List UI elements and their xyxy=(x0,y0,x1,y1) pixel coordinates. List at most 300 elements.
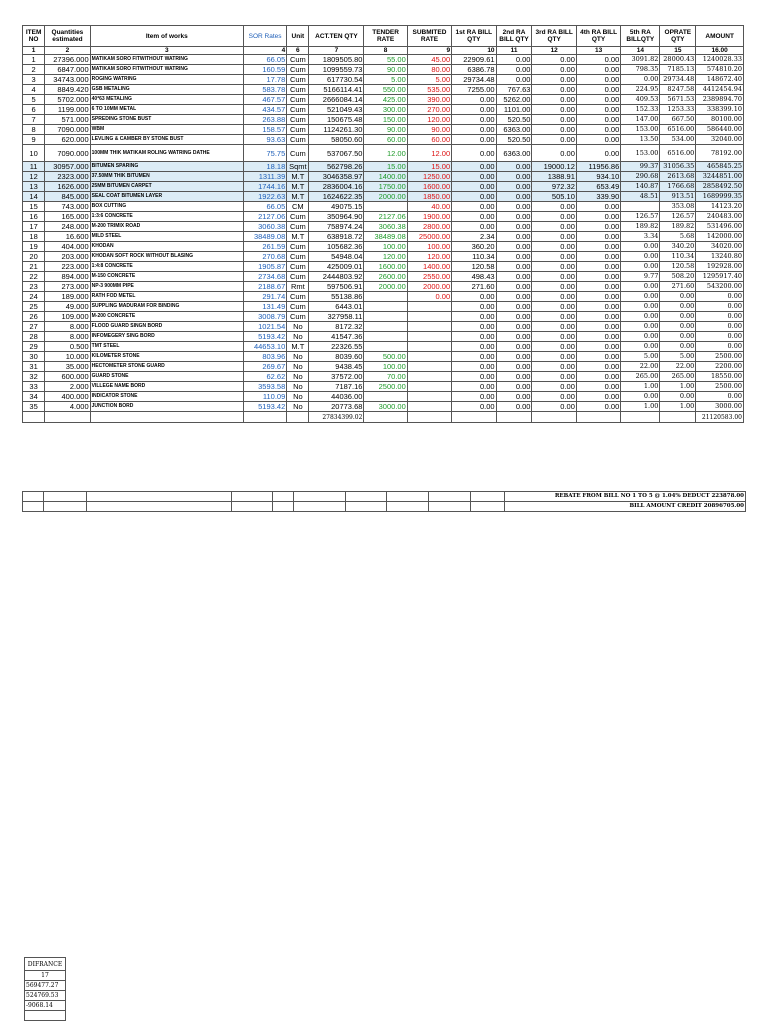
ra1-qty: 0.00 xyxy=(452,182,496,192)
item-name: KILOMETER STONE xyxy=(90,352,243,362)
amount: 465845.25 xyxy=(696,162,744,172)
oprate-qty: 5671.53 xyxy=(660,95,696,105)
empty-cell xyxy=(576,412,620,423)
ra2-qty: 0.00 xyxy=(496,252,532,262)
tender-rate: 3060.38 xyxy=(364,222,407,232)
bill-table xyxy=(22,25,744,423)
item-name: GSB METALING xyxy=(90,85,243,95)
quantity-estimated: 620.000 xyxy=(45,135,90,145)
table-row xyxy=(23,222,744,232)
ra4-qty: 0.00 xyxy=(576,222,620,232)
ra5-qty: 409.53 xyxy=(621,95,660,105)
ra3-qty: 0.00 xyxy=(532,402,576,412)
table-row xyxy=(23,172,744,182)
ra1-qty: 0.00 xyxy=(452,222,496,232)
act-ten-qty: 9438.45 xyxy=(309,362,364,372)
ra4-qty: 0.00 xyxy=(576,85,620,95)
ra5-qty: 224.95 xyxy=(621,85,660,95)
ra2-qty: 0.00 xyxy=(496,192,532,202)
ra1-qty: 0.00 xyxy=(452,135,496,145)
ra3-qty: 0.00 xyxy=(532,95,576,105)
ra1-qty: 29734.48 xyxy=(452,75,496,85)
submitted-rate: 5.00 xyxy=(407,75,451,85)
tender-rate xyxy=(364,392,407,402)
sor-rate: 467.57 xyxy=(243,95,286,105)
empty-cell xyxy=(532,412,576,423)
act-ten-qty: 1809505.80 xyxy=(309,55,364,65)
ra2-qty: 6363.00 xyxy=(496,125,532,135)
sor-rate: 270.68 xyxy=(243,252,286,262)
amount: 1689999.35 xyxy=(696,192,744,202)
amount: 78192.00 xyxy=(696,145,744,162)
act-ten-qty: 2836004.16 xyxy=(309,182,364,192)
tender-rate: 90.00 xyxy=(364,65,407,75)
item-name: VILLEGE NAME BORD xyxy=(90,382,243,392)
table-row xyxy=(23,162,744,172)
quantity-estimated: 273.000 xyxy=(45,282,90,292)
item-number: 4 xyxy=(23,85,45,95)
unit: M.T xyxy=(287,192,309,202)
oprate-qty: 0.00 xyxy=(660,392,696,402)
table-row xyxy=(23,202,744,212)
ra5-qty: 3091.82 xyxy=(621,55,660,65)
ra5-qty: 0.00 xyxy=(621,262,660,272)
item-name: MILD STEEL xyxy=(90,232,243,242)
unit: Cum xyxy=(287,145,309,162)
col-ra3: 3rd RA BILL QTY xyxy=(532,26,576,47)
submitted-rate: 2800.00 xyxy=(407,222,451,232)
oprate-qty: 5.68 xyxy=(660,232,696,242)
quantity-estimated: 5702.000 xyxy=(45,95,90,105)
ra3-qty: 0.00 xyxy=(532,332,576,342)
ra2-qty: 0.00 xyxy=(496,342,532,352)
ra2-qty: 0.00 xyxy=(496,282,532,292)
oprate-qty: 126.57 xyxy=(660,212,696,222)
ra2-qty: 0.00 xyxy=(496,372,532,382)
unit: M.T xyxy=(287,232,309,242)
ra4-qty: 0.00 xyxy=(576,65,620,75)
item-name: INDICATOR STONE xyxy=(90,392,243,402)
item-name: LEVLING & CAMBER BY STONE BUST xyxy=(90,135,243,145)
act-ten-qty: 758974.24 xyxy=(309,222,364,232)
unit: CM xyxy=(287,202,309,212)
tender-rate: 2000.00 xyxy=(364,192,407,202)
sor-rate: 3060.38 xyxy=(243,222,286,232)
item-name: ROGING WATRING xyxy=(90,75,243,85)
item-number: 31 xyxy=(23,362,45,372)
colnum: 3 xyxy=(90,47,243,55)
table-row xyxy=(23,382,744,392)
unit: Cum xyxy=(287,135,309,145)
item-number: 2 xyxy=(23,65,45,75)
act-ten-qty: 2444803.92 xyxy=(309,272,364,282)
ra2-qty: 0.00 xyxy=(496,392,532,402)
item-name: FLOOD GUARD SINGN BORD xyxy=(90,322,243,332)
unit: Cum xyxy=(287,55,309,65)
ra5-qty: 5.00 xyxy=(621,352,660,362)
table-row xyxy=(23,402,744,412)
submitted-rate: 12.00 xyxy=(407,145,451,162)
sor-rate: 1744.16 xyxy=(243,182,286,192)
ra4-qty: 0.00 xyxy=(576,382,620,392)
ra1-qty: 498.43 xyxy=(452,272,496,282)
amount: 2500.00 xyxy=(696,382,744,392)
ra2-qty: 0.00 xyxy=(496,55,532,65)
ra5-qty: 13.50 xyxy=(621,135,660,145)
act-ten-qty: 8172.32 xyxy=(309,322,364,332)
item-number: 10 xyxy=(23,145,45,162)
tender-rate: 38489.08 xyxy=(364,232,407,242)
header-row xyxy=(23,26,744,47)
quantity-estimated: 35.000 xyxy=(45,362,90,372)
ra3-qty: 0.00 xyxy=(532,252,576,262)
oprate-qty: 29734.48 xyxy=(660,75,696,85)
ra1-qty: 0.00 xyxy=(452,125,496,135)
unit: Cum xyxy=(287,85,309,95)
ra3-qty: 1388.91 xyxy=(532,172,576,182)
col-amount: AMOUNT xyxy=(696,26,744,47)
submitted-rate xyxy=(407,312,451,322)
amount: 0.00 xyxy=(696,392,744,402)
ra3-qty: 0.00 xyxy=(532,55,576,65)
tender-rate: 90.00 xyxy=(364,125,407,135)
ra3-qty: 0.00 xyxy=(532,292,576,302)
tender-rate xyxy=(364,302,407,312)
item-number: 11 xyxy=(23,162,45,172)
ra3-qty: 0.00 xyxy=(532,212,576,222)
col-unit: Unit xyxy=(287,26,309,47)
empty-cell xyxy=(452,412,496,423)
oprate-qty: 7185.13 xyxy=(660,65,696,75)
submitted-rate xyxy=(407,332,451,342)
ra4-qty: 0.00 xyxy=(576,115,620,125)
ra1-qty: 0.00 xyxy=(452,352,496,362)
ra4-qty: 0.00 xyxy=(576,212,620,222)
oprate-qty: 6516.00 xyxy=(660,125,696,135)
sor-rate: 93.63 xyxy=(243,135,286,145)
submitted-rate xyxy=(407,362,451,372)
table-row xyxy=(23,192,744,202)
item-number: 1 xyxy=(23,55,45,65)
quantity-estimated: 8.000 xyxy=(45,322,90,332)
quantity-estimated: 165.000 xyxy=(45,212,90,222)
table-row xyxy=(23,55,744,65)
ra3-qty: 19000.12 xyxy=(532,162,576,172)
item-name: BITUMEN SPARING xyxy=(90,162,243,172)
ra5-qty: 189.82 xyxy=(621,222,660,232)
ra4-qty: 0.00 xyxy=(576,292,620,302)
ra1-qty: 0.00 xyxy=(452,372,496,382)
item-number: 17 xyxy=(23,222,45,232)
ra4-qty: 0.00 xyxy=(576,302,620,312)
sor-rate: 261.59 xyxy=(243,242,286,252)
ra2-qty: 0.00 xyxy=(496,232,532,242)
ra4-qty: 11956.86 xyxy=(576,162,620,172)
ra1-qty: 0.00 xyxy=(452,312,496,322)
ra5-qty: 0.00 xyxy=(621,312,660,322)
colnum: 16.00 xyxy=(696,47,744,55)
quantity-estimated: 189.000 xyxy=(45,292,90,302)
tender-rate xyxy=(364,202,407,212)
difference-value: 524769.53 xyxy=(25,991,66,1001)
sor-rate: 158.57 xyxy=(243,125,286,135)
ra1-qty: 0.00 xyxy=(452,322,496,332)
sor-rate: 160.59 xyxy=(243,65,286,75)
ra3-qty: 0.00 xyxy=(532,382,576,392)
ra1-qty: 0.00 xyxy=(452,192,496,202)
submitted-rate: 40.00 xyxy=(407,202,451,212)
ra3-qty: 0.00 xyxy=(532,125,576,135)
item-number: 22 xyxy=(23,272,45,282)
table-row xyxy=(23,322,744,332)
quantity-estimated: 7090.000 xyxy=(45,145,90,162)
difference-value: -9068.14 xyxy=(25,1001,66,1011)
submitted-rate: 25000.00 xyxy=(407,232,451,242)
act-ten-qty: 8039.60 xyxy=(309,352,364,362)
ra1-qty: 22909.61 xyxy=(452,55,496,65)
oprate-qty: 508.20 xyxy=(660,272,696,282)
sor-rate: 1922.63 xyxy=(243,192,286,202)
sor-rate: 1021.54 xyxy=(243,322,286,332)
ra4-qty: 0.00 xyxy=(576,352,620,362)
ra2-qty: 0.00 xyxy=(496,212,532,222)
table-row xyxy=(23,392,744,402)
ra2-qty: 0.00 xyxy=(496,162,532,172)
ra1-qty: 120.58 xyxy=(452,262,496,272)
sor-rate: 66.05 xyxy=(243,55,286,65)
item-number: 26 xyxy=(23,312,45,322)
submitted-rate: 120.00 xyxy=(407,115,451,125)
sor-rate: 66.05 xyxy=(243,202,286,212)
ra4-qty: 0.00 xyxy=(576,402,620,412)
item-name: SUPPLING MADURAM FOR BINDING xyxy=(90,302,243,312)
quantity-estimated: 600.000 xyxy=(45,372,90,382)
act-ten-qty: 55138.86 xyxy=(309,292,364,302)
unit: No xyxy=(287,372,309,382)
table-row xyxy=(23,105,744,115)
oprate-qty: 0.00 xyxy=(660,322,696,332)
submitted-rate: 535.00 xyxy=(407,85,451,95)
ra1-qty: 7255.00 xyxy=(452,85,496,95)
colnum: 2 xyxy=(45,47,90,55)
tender-rate: 5.00 xyxy=(364,75,407,85)
amount: 2200.00 xyxy=(696,362,744,372)
item-number: 14 xyxy=(23,192,45,202)
ra3-qty: 0.00 xyxy=(532,312,576,322)
oprate-qty: 534.00 xyxy=(660,135,696,145)
quantity-estimated: 6847.000 xyxy=(45,65,90,75)
ra5-qty: 152.33 xyxy=(621,105,660,115)
unit: Cum xyxy=(287,95,309,105)
unit: No xyxy=(287,362,309,372)
tender-rate: 1750.00 xyxy=(364,182,407,192)
ra1-qty: 0.00 xyxy=(452,402,496,412)
ra5-qty: 0.00 xyxy=(621,302,660,312)
table-row xyxy=(23,182,744,192)
oprate-qty: 0.00 xyxy=(660,302,696,312)
item-name: NP-3 900MM PIPE xyxy=(90,282,243,292)
ra1-qty: 0.00 xyxy=(452,382,496,392)
quantity-estimated: 49.000 xyxy=(45,302,90,312)
quantity-estimated: 1626.000 xyxy=(45,182,90,192)
tender-rate: 2500.00 xyxy=(364,382,407,392)
sor-rate: 803.96 xyxy=(243,352,286,362)
amount: 4412454.94 xyxy=(696,85,744,95)
sor-rate: 5193.42 xyxy=(243,332,286,342)
item-number: 18 xyxy=(23,232,45,242)
amount: 240483.00 xyxy=(696,212,744,222)
ra4-qty: 0.00 xyxy=(576,145,620,162)
unit: No xyxy=(287,352,309,362)
sor-rate: 131.49 xyxy=(243,302,286,312)
col-ra1: 1st RA BILL QTY xyxy=(452,26,496,47)
act-ten-qty: 150675.48 xyxy=(309,115,364,125)
amount: 0.00 xyxy=(696,292,744,302)
ra2-qty: 1101.00 xyxy=(496,105,532,115)
ra4-qty: 0.00 xyxy=(576,372,620,382)
colnum: 7 xyxy=(309,47,364,55)
ra5-qty: 99.37 xyxy=(621,162,660,172)
item-name: M-150 CONCRETE xyxy=(90,272,243,282)
ra4-qty: 0.00 xyxy=(576,362,620,372)
ra3-qty: 0.00 xyxy=(532,392,576,402)
act-ten-qty: 2666084.14 xyxy=(309,95,364,105)
tender-rate: 70.00 xyxy=(364,372,407,382)
amount: 586440.00 xyxy=(696,125,744,135)
unit: Cum xyxy=(287,252,309,262)
table-row xyxy=(23,372,744,382)
item-number: 15 xyxy=(23,202,45,212)
ra4-qty: 0.00 xyxy=(576,312,620,322)
total-amount: 21120583.00 xyxy=(696,412,744,423)
unit: M.T xyxy=(287,182,309,192)
ra3-qty: 0.00 xyxy=(532,352,576,362)
ra3-qty: 0.00 xyxy=(532,145,576,162)
column-number-row xyxy=(23,47,744,55)
colnum: 10 xyxy=(452,47,496,55)
colnum: 12 xyxy=(532,47,576,55)
item-number: 21 xyxy=(23,262,45,272)
tender-rate: 150.00 xyxy=(364,115,407,125)
item-number: 34 xyxy=(23,392,45,402)
ra5-qty: 48.51 xyxy=(621,192,660,202)
quantity-estimated: 2323.000 xyxy=(45,172,90,182)
ra3-qty: 0.00 xyxy=(532,85,576,95)
amount: 1295917.40 xyxy=(696,272,744,282)
ra4-qty: 0.00 xyxy=(576,125,620,135)
rebate-table xyxy=(22,491,746,512)
ra2-qty: 5262.00 xyxy=(496,95,532,105)
item-name: 1:4:8 CONCRETE xyxy=(90,262,243,272)
col-item-no: ITEM NO xyxy=(23,26,45,47)
act-ten-qty: 1124261.30 xyxy=(309,125,364,135)
ra2-qty: 0.00 xyxy=(496,202,532,212)
ra5-qty: 1.00 xyxy=(621,402,660,412)
empty-cell xyxy=(243,412,286,423)
ra5-qty xyxy=(621,202,660,212)
item-name: INFOMEGERY SING BORD xyxy=(90,332,243,342)
ra5-qty: 0.00 xyxy=(621,75,660,85)
amount: 0.00 xyxy=(696,302,744,312)
oprate-qty: 1766.68 xyxy=(660,182,696,192)
submitted-rate: 120.00 xyxy=(407,252,451,262)
ra4-qty: 0.00 xyxy=(576,95,620,105)
tender-rate: 15.00 xyxy=(364,162,407,172)
ra3-qty: 0.00 xyxy=(532,262,576,272)
table-row xyxy=(23,262,744,272)
tender-rate: 2600.00 xyxy=(364,272,407,282)
table-row xyxy=(23,95,744,105)
submitted-rate: 15.00 xyxy=(407,162,451,172)
item-name: 40*63 METALING xyxy=(90,95,243,105)
amount: 338399.10 xyxy=(696,105,744,115)
ra4-qty: 0.00 xyxy=(576,272,620,282)
item-name: M-200 CONCRETE xyxy=(90,312,243,322)
ra2-qty: 0.00 xyxy=(496,172,532,182)
quantity-estimated: 0.500 xyxy=(45,342,90,352)
empty-cell xyxy=(90,412,243,423)
submitted-rate: 1850.00 xyxy=(407,192,451,202)
oprate-qty: 2613.68 xyxy=(660,172,696,182)
tender-rate: 3000.00 xyxy=(364,402,407,412)
item-number: 29 xyxy=(23,342,45,352)
act-ten-qty: 350964.90 xyxy=(309,212,364,222)
item-name: MATIKAM SORO FITWITHOUT WATRING xyxy=(90,65,243,75)
quantity-estimated: 845.000 xyxy=(45,192,90,202)
amount: 0.00 xyxy=(696,342,744,352)
quantity-estimated: 203.000 xyxy=(45,252,90,262)
sor-rate: 75.75 xyxy=(243,145,286,162)
ra4-qty: 0.00 xyxy=(576,242,620,252)
tender-rate: 1400.00 xyxy=(364,172,407,182)
item-number: 9 xyxy=(23,135,45,145)
ra2-qty: 0.00 xyxy=(496,402,532,412)
item-name: 25MM BITUMEN CARPET xyxy=(90,182,243,192)
ra2-qty: 520.50 xyxy=(496,115,532,125)
submitted-rate: 1600.00 xyxy=(407,182,451,192)
quantity-estimated: 894.000 xyxy=(45,272,90,282)
ra1-qty: 0.00 xyxy=(452,172,496,182)
amount: 80100.00 xyxy=(696,115,744,125)
unit: Cum xyxy=(287,312,309,322)
amount: 3000.00 xyxy=(696,402,744,412)
amount: 192928.00 xyxy=(696,262,744,272)
submitted-rate xyxy=(407,352,451,362)
sor-rate: 434.57 xyxy=(243,105,286,115)
ra5-qty: 0.00 xyxy=(621,332,660,342)
submitted-rate: 60.00 xyxy=(407,135,451,145)
unit: Cum xyxy=(287,65,309,75)
quantity-estimated: 109.000 xyxy=(45,312,90,322)
ra4-qty: 653.49 xyxy=(576,182,620,192)
table-row xyxy=(23,272,744,282)
empty-cell xyxy=(621,412,660,423)
ra5-qty: 290.68 xyxy=(621,172,660,182)
ra5-qty: 126.57 xyxy=(621,212,660,222)
colnum: 15 xyxy=(660,47,696,55)
submitted-rate: 100.00 xyxy=(407,242,451,252)
ra3-qty: 0.00 xyxy=(532,105,576,115)
ra2-qty: 0.00 xyxy=(496,382,532,392)
submitted-rate: 1900.00 xyxy=(407,212,451,222)
oprate-qty: 1.00 xyxy=(660,382,696,392)
item-number: 24 xyxy=(23,292,45,302)
ra5-qty: 0.00 xyxy=(621,292,660,302)
quantity-estimated: 10.000 xyxy=(45,352,90,362)
table-row xyxy=(23,232,744,242)
ra2-qty: 0.00 xyxy=(496,272,532,282)
unit: No xyxy=(287,332,309,342)
